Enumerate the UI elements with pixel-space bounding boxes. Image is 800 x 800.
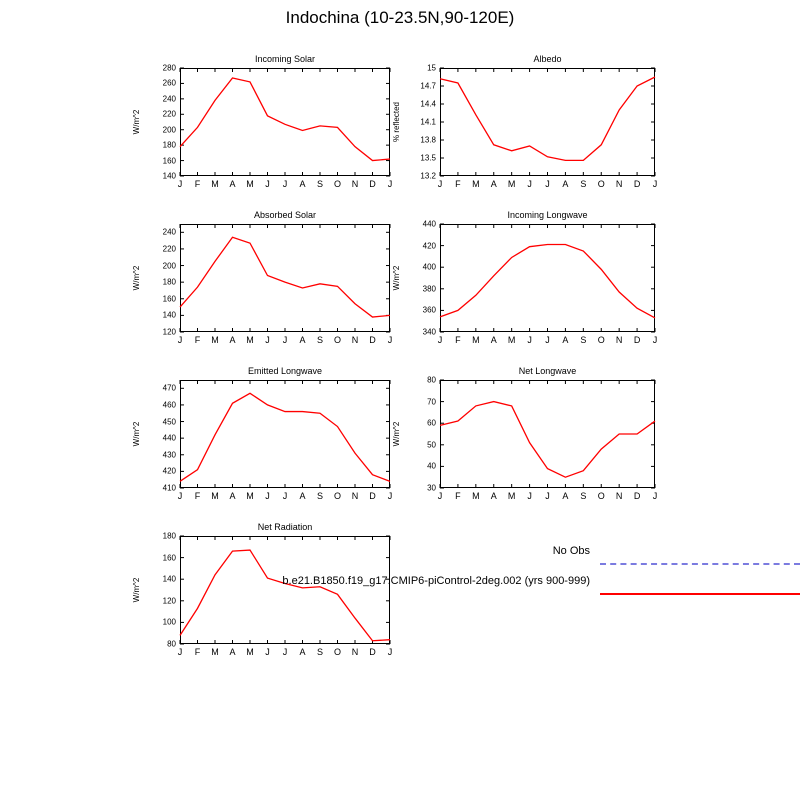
y-axis-tick-label: 50 bbox=[427, 440, 436, 450]
x-axis-tick-label: J bbox=[527, 491, 532, 501]
x-axis-tick-label: O bbox=[333, 335, 342, 345]
x-axis-tick-label: S bbox=[580, 335, 587, 345]
x-axis-tick-label: M bbox=[472, 179, 480, 189]
legend-item bbox=[282, 575, 800, 605]
y-axis-label: % reflected bbox=[392, 101, 401, 143]
chart-panel-absorbed-solar bbox=[132, 210, 393, 345]
series-layer bbox=[180, 68, 390, 176]
x-axis-tick-label: D bbox=[633, 491, 641, 501]
series-layer bbox=[180, 224, 390, 332]
data-series-line bbox=[440, 245, 655, 318]
x-axis-tick-label: J bbox=[282, 491, 288, 501]
x-axis-tick-label: M bbox=[472, 491, 480, 501]
x-axis-tick-label: A bbox=[229, 491, 236, 501]
x-axis-tick-label: N bbox=[351, 491, 359, 501]
x-axis-tick-label: N bbox=[351, 335, 359, 345]
x-axis-tick-label: F bbox=[194, 647, 201, 657]
chart-panel-net-longwave bbox=[392, 366, 658, 501]
y-axis-tick-label: 450 bbox=[162, 417, 176, 427]
x-axis-tick-label: O bbox=[597, 491, 605, 501]
data-series-line bbox=[180, 78, 390, 161]
chart-panel-incoming-longwave bbox=[392, 210, 658, 345]
legend-line-swatch bbox=[600, 563, 800, 565]
x-axis-tick-label: N bbox=[615, 491, 623, 501]
x-axis-tick-label: M bbox=[472, 335, 480, 345]
x-axis-tick-label: J bbox=[177, 647, 183, 657]
x-axis-tick-label: O bbox=[333, 647, 342, 657]
legend-label: No Obs bbox=[552, 545, 590, 557]
x-axis-tick-label: J bbox=[545, 179, 550, 189]
data-series-line bbox=[180, 550, 390, 641]
x-axis-tick-label: A bbox=[229, 335, 236, 345]
y-axis-tick-label: 420 bbox=[422, 241, 436, 251]
x-axis-tick-label: J bbox=[527, 179, 532, 189]
y-axis-label: W/m^2 bbox=[132, 109, 141, 135]
y-axis-tick-label: 160 bbox=[162, 156, 176, 166]
x-axis-tick-label: F bbox=[455, 491, 461, 501]
x-axis-tick-label: D bbox=[633, 179, 641, 189]
y-axis-tick-label: 13.8 bbox=[420, 135, 436, 145]
y-axis-tick-label: 240 bbox=[162, 227, 176, 237]
y-axis-tick-label: 400 bbox=[422, 262, 436, 272]
series-layer bbox=[180, 536, 390, 644]
chart-panel-albedo bbox=[392, 54, 658, 189]
x-axis-tick-label: D bbox=[369, 335, 376, 345]
y-axis-tick-label: 180 bbox=[162, 531, 176, 541]
x-axis-tick-label: J bbox=[652, 335, 658, 345]
x-axis-tick-label: M bbox=[211, 491, 219, 501]
x-axis-tick-label: J bbox=[265, 491, 270, 501]
y-axis-tick-label: 80 bbox=[427, 375, 436, 385]
y-axis-tick-label: 420 bbox=[162, 466, 176, 476]
x-axis-tick-label: S bbox=[316, 335, 324, 345]
x-axis-tick-label: A bbox=[490, 491, 497, 501]
x-axis-tick-label: J bbox=[527, 335, 532, 345]
y-axis-tick-label: 120 bbox=[162, 596, 176, 606]
y-axis-tick-label: 120 bbox=[162, 327, 176, 337]
chart-title: Incoming Longwave bbox=[507, 210, 588, 220]
y-axis-tick-label: 160 bbox=[162, 553, 176, 563]
x-axis-tick-label: J bbox=[387, 179, 393, 189]
y-axis-tick-label: 60 bbox=[427, 418, 436, 428]
x-axis-tick-label: J bbox=[265, 179, 270, 189]
x-axis-tick-label: J bbox=[437, 335, 443, 345]
y-axis-label: W/m^2 bbox=[132, 265, 141, 291]
data-series-line bbox=[180, 237, 390, 317]
y-axis-tick-label: 200 bbox=[162, 125, 176, 135]
x-axis-tick-label: F bbox=[455, 335, 461, 345]
y-axis-tick-label: 14.7 bbox=[420, 81, 436, 91]
y-axis-label: W/m^2 bbox=[392, 265, 401, 291]
y-axis-tick-label: 180 bbox=[162, 140, 176, 150]
x-axis-tick-label: A bbox=[299, 335, 306, 345]
x-axis-tick-label: A bbox=[299, 647, 306, 657]
chart-panel-net-radiation bbox=[132, 522, 393, 657]
x-axis-tick-label: J bbox=[387, 491, 393, 501]
y-axis-tick-label: 440 bbox=[422, 219, 436, 229]
series-layer bbox=[440, 380, 655, 488]
x-axis-tick-label: N bbox=[615, 179, 623, 189]
x-axis-tick-label: J bbox=[265, 335, 270, 345]
x-axis-tick-label: M bbox=[246, 647, 254, 657]
y-axis-tick-label: 100 bbox=[162, 617, 176, 627]
x-axis-tick-label: J bbox=[652, 491, 658, 501]
y-axis-tick-label: 160 bbox=[162, 294, 176, 304]
x-axis-tick-label: O bbox=[597, 335, 605, 345]
x-axis-tick-label: F bbox=[194, 335, 201, 345]
y-axis-tick-label: 140 bbox=[162, 310, 176, 320]
x-axis-tick-label: J bbox=[265, 647, 270, 657]
x-axis-tick-label: A bbox=[562, 491, 569, 501]
y-axis-tick-label: 430 bbox=[162, 450, 176, 460]
y-axis-tick-label: 14.1 bbox=[420, 117, 436, 127]
y-axis-tick-label: 140 bbox=[162, 574, 176, 584]
legend bbox=[282, 545, 800, 605]
y-axis-tick-label: 470 bbox=[162, 383, 176, 393]
x-axis-tick-label: J bbox=[282, 179, 288, 189]
x-axis-tick-label: D bbox=[369, 491, 376, 501]
x-axis-tick-label: J bbox=[545, 335, 550, 345]
x-axis-tick-label: A bbox=[490, 335, 497, 345]
x-axis-tick-label: A bbox=[299, 491, 306, 501]
chart-title: Net Radiation bbox=[257, 522, 313, 532]
series-layer bbox=[180, 380, 390, 488]
y-axis-tick-label: 360 bbox=[422, 305, 436, 315]
x-axis-tick-label: J bbox=[282, 335, 288, 345]
x-axis-tick-label: M bbox=[507, 335, 516, 345]
x-axis-tick-label: N bbox=[351, 647, 359, 657]
y-axis-tick-label: 410 bbox=[162, 483, 176, 493]
x-axis-tick-label: M bbox=[507, 491, 516, 501]
x-axis-tick-label: A bbox=[229, 647, 236, 657]
y-axis-tick-label: 280 bbox=[162, 63, 176, 73]
y-axis-tick-label: 220 bbox=[162, 109, 176, 119]
x-axis-tick-label: O bbox=[333, 491, 342, 501]
x-axis-tick-label: D bbox=[633, 335, 641, 345]
x-axis-tick-label: O bbox=[333, 179, 342, 189]
chart-panel-emitted-longwave bbox=[132, 366, 393, 501]
x-axis-tick-label: S bbox=[316, 647, 324, 657]
x-axis-tick-label: N bbox=[615, 335, 623, 345]
x-axis-tick-label: A bbox=[229, 179, 236, 189]
x-axis-tick-label: S bbox=[316, 491, 324, 501]
x-axis-tick-label: A bbox=[562, 335, 569, 345]
y-axis-label: W/m^2 bbox=[132, 577, 141, 603]
y-axis-tick-label: 240 bbox=[162, 94, 176, 104]
legend-item bbox=[400, 545, 800, 575]
y-axis-tick-label: 460 bbox=[162, 400, 176, 410]
y-axis-tick-label: 180 bbox=[162, 277, 176, 287]
x-axis-tick-label: S bbox=[580, 179, 587, 189]
x-axis-tick-label: M bbox=[246, 179, 254, 189]
chart-title: Albedo bbox=[533, 54, 562, 64]
chart-title: Incoming Solar bbox=[254, 54, 316, 64]
data-series-line bbox=[180, 393, 390, 481]
x-axis-tick-label: J bbox=[652, 179, 658, 189]
y-axis-label: W/m^2 bbox=[392, 421, 401, 447]
data-series-line bbox=[440, 77, 655, 160]
series-layer bbox=[440, 68, 655, 176]
x-axis-tick-label: J bbox=[282, 647, 288, 657]
x-axis-tick-label: A bbox=[490, 179, 497, 189]
y-axis-tick-label: 380 bbox=[422, 284, 436, 294]
x-axis-tick-label: M bbox=[507, 179, 516, 189]
data-series-line bbox=[440, 402, 655, 478]
x-axis-tick-label: M bbox=[211, 179, 219, 189]
x-axis-tick-label: J bbox=[177, 335, 183, 345]
y-axis-tick-label: 220 bbox=[162, 244, 176, 254]
y-axis-tick-label: 13.2 bbox=[420, 171, 436, 181]
y-axis-tick-label: 14.4 bbox=[420, 99, 436, 109]
y-axis-label: W/m^2 bbox=[132, 421, 141, 447]
y-axis-tick-label: 40 bbox=[427, 461, 436, 471]
x-axis-tick-label: N bbox=[351, 179, 359, 189]
x-axis-tick-label: D bbox=[369, 647, 376, 657]
x-axis-tick-label: M bbox=[246, 491, 254, 501]
x-axis-tick-label: F bbox=[194, 491, 201, 501]
chart-title: Absorbed Solar bbox=[253, 210, 317, 220]
x-axis-tick-label: A bbox=[299, 179, 306, 189]
x-axis-tick-label: J bbox=[437, 491, 443, 501]
y-axis-tick-label: 15 bbox=[427, 63, 436, 73]
x-axis-tick-label: M bbox=[211, 335, 219, 345]
y-axis-tick-label: 30 bbox=[427, 483, 436, 493]
x-axis-tick-label: F bbox=[455, 179, 461, 189]
x-axis-tick-label: J bbox=[387, 335, 393, 345]
y-axis-tick-label: 340 bbox=[422, 327, 436, 337]
y-axis-tick-label: 13.5 bbox=[420, 153, 436, 163]
y-axis-tick-label: 70 bbox=[427, 397, 436, 407]
x-axis-tick-label: J bbox=[437, 179, 443, 189]
y-axis-tick-label: 200 bbox=[162, 261, 176, 271]
x-axis-tick-label: J bbox=[387, 647, 393, 657]
x-axis-tick-label: M bbox=[246, 335, 254, 345]
x-axis-tick-label: F bbox=[194, 179, 201, 189]
x-axis-tick-label: J bbox=[177, 491, 183, 501]
x-axis-tick-label: J bbox=[545, 491, 550, 501]
y-axis-tick-label: 140 bbox=[162, 171, 176, 181]
x-axis-tick-label: O bbox=[597, 179, 605, 189]
chart-title: Net Longwave bbox=[518, 366, 577, 376]
y-axis-tick-label: 80 bbox=[167, 639, 176, 649]
x-axis-tick-label: M bbox=[211, 647, 219, 657]
chart-title: Emitted Longwave bbox=[247, 366, 323, 376]
series-layer bbox=[440, 224, 655, 332]
legend-line-swatch bbox=[600, 593, 800, 595]
chart-panel-incoming-solar bbox=[132, 54, 393, 189]
x-axis-tick-label: S bbox=[580, 491, 587, 501]
x-axis-tick-label: A bbox=[562, 179, 569, 189]
x-axis-tick-label: S bbox=[316, 179, 324, 189]
x-axis-tick-label: D bbox=[369, 179, 376, 189]
page-title: Indochina (10-23.5N,90-120E) bbox=[285, 8, 515, 27]
x-axis-tick-label: J bbox=[177, 179, 183, 189]
y-axis-tick-label: 260 bbox=[162, 78, 176, 88]
legend-label: b.e21.B1850.f19_g17.CMIP6-piControl-2deg.002 (yrs 900-999) bbox=[282, 575, 590, 587]
y-axis-tick-label: 440 bbox=[162, 433, 176, 443]
